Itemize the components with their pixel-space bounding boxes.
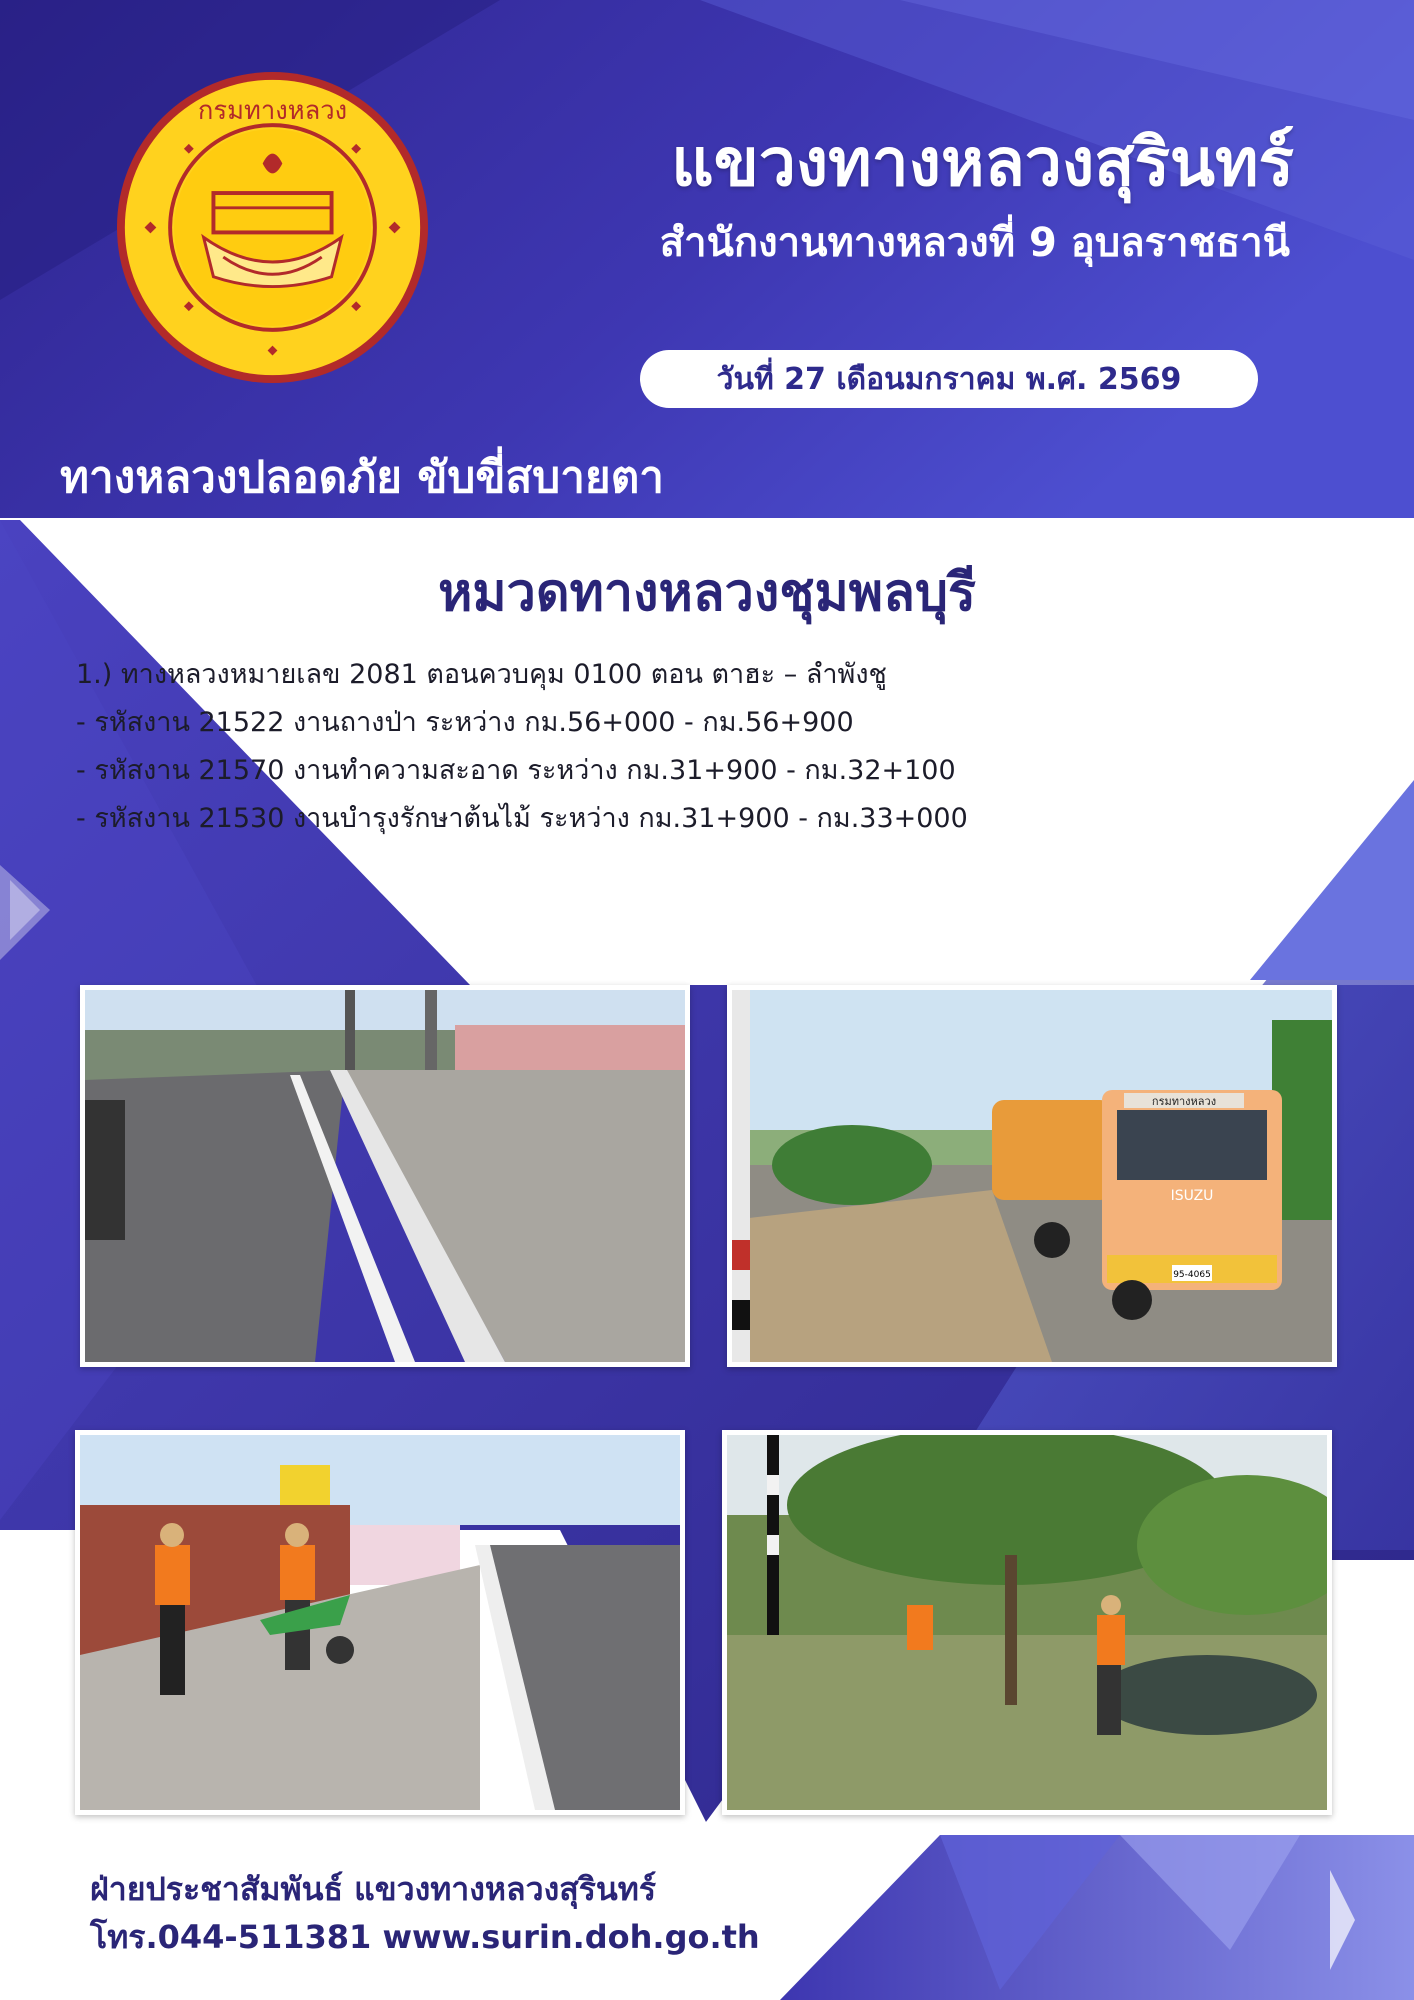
footer-pr-unit: ฝ่ายประชาสัมพันธ์ แขวงทางหลวงสุรินทร์ (90, 1870, 657, 1908)
page-title: แขวงทางหลวงสุรินทร์ (671, 124, 1294, 201)
department-of-highways-emblem (115, 70, 430, 385)
work-item-4: - รหัสงาน 21530 งานบำรุงรักษาต้นไม้ ระหว่าง กม.31+900 - กม.33+000 (76, 803, 968, 834)
svg-text:ISUZU: ISUZU (1170, 1188, 1214, 1204)
slogan: ทางหลวงปลอดภัย ขับขี่สบายตา (60, 452, 664, 503)
photo-workers-sweeping (75, 1430, 685, 1815)
photo-tree-maintenance (722, 1430, 1332, 1815)
section-title: หมวดทางหลวงชุมพลบุรี (438, 563, 976, 623)
page-subtitle: สำนักงานทางหลวงที่ 9 อุบลราชธานี (659, 220, 1290, 266)
work-item-3: - รหัสงาน 21570 งานทำความสะอาด ระหว่าง กม.31+900 - กม.32+100 (76, 755, 956, 786)
footer-contact: โทร.044-511381 www.surin.doh.go.th (90, 1918, 760, 1956)
svg-text:95-4065: 95-4065 (1173, 1270, 1211, 1280)
date-badge: วันที่ 27 เดือนมกราคม พ.ศ. 2569 (640, 350, 1258, 408)
work-item-2: - รหัสงาน 21522 งานถางป่า ระหว่าง กม.56+000 - กม.56+900 (76, 707, 854, 738)
photo-road-sidewalk (80, 985, 690, 1367)
svg-text:กรมทางหลวง: กรมทางหลวง (1151, 1095, 1217, 1108)
svg-text:กรมทางหลวง: กรมทางหลวง (197, 96, 348, 127)
photo-water-truck (727, 985, 1337, 1367)
work-item-1: 1.) ทางหลวงหมายเลข 2081 ตอนควบคุม 0100 ตอน ตาฮะ – ลำพังชู (76, 659, 887, 690)
